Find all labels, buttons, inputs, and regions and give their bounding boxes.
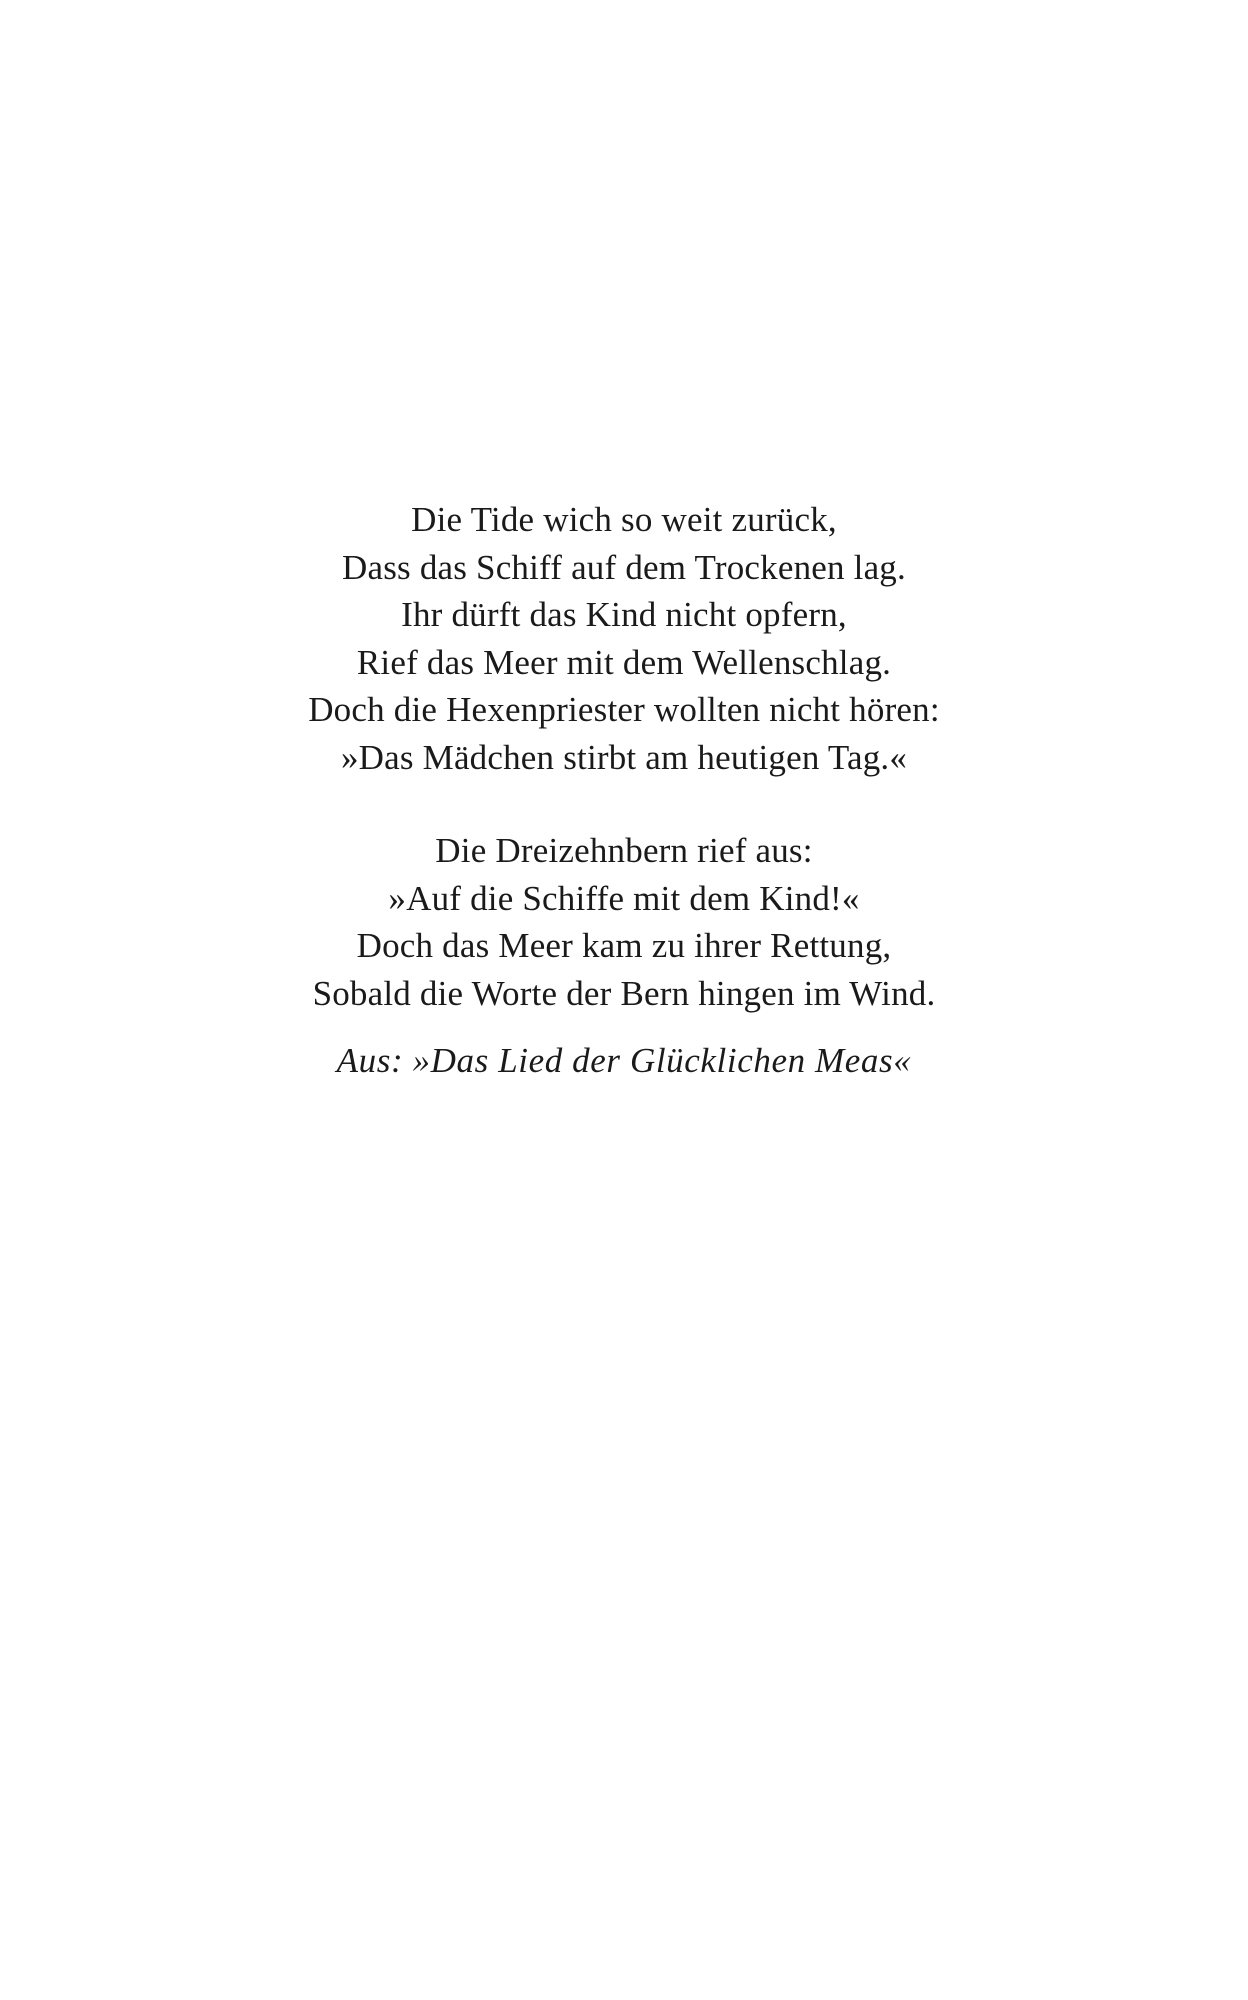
poem-line: Rief das Meer mit dem Wellenschlag. bbox=[356, 642, 892, 682]
poem-line: Ihr dürft das Kind nicht opfern, bbox=[401, 595, 847, 634]
poem-stanza-2 bbox=[0, 827, 1248, 1017]
poem-epigraph bbox=[0, 496, 1248, 1084]
poem-stanza-1 bbox=[0, 496, 1248, 781]
poem-line: Sobald die Worte der Bern hingen im Wind. bbox=[312, 973, 936, 1013]
poem-attribution: Aus: »Das Lied der Glücklichen Meas« bbox=[336, 1041, 912, 1080]
poem-line: Doch das Meer kam zu ihrer Rettung, bbox=[356, 926, 892, 965]
poem-line: »Das Mädchen stirbt am heutigen Tag.« bbox=[340, 737, 908, 777]
poem-line: »Auf die Schiffe mit dem Kind!« bbox=[388, 878, 860, 918]
poem-line: Die Dreizehnbern rief aus: bbox=[435, 831, 813, 870]
poem-line: Doch die Hexenpriester wollten nicht hören: bbox=[308, 690, 940, 729]
poem-line: Die Tide wich so weit zurück, bbox=[411, 500, 837, 539]
poem-line: Dass das Schiff auf dem Trockenen lag. bbox=[342, 547, 906, 587]
